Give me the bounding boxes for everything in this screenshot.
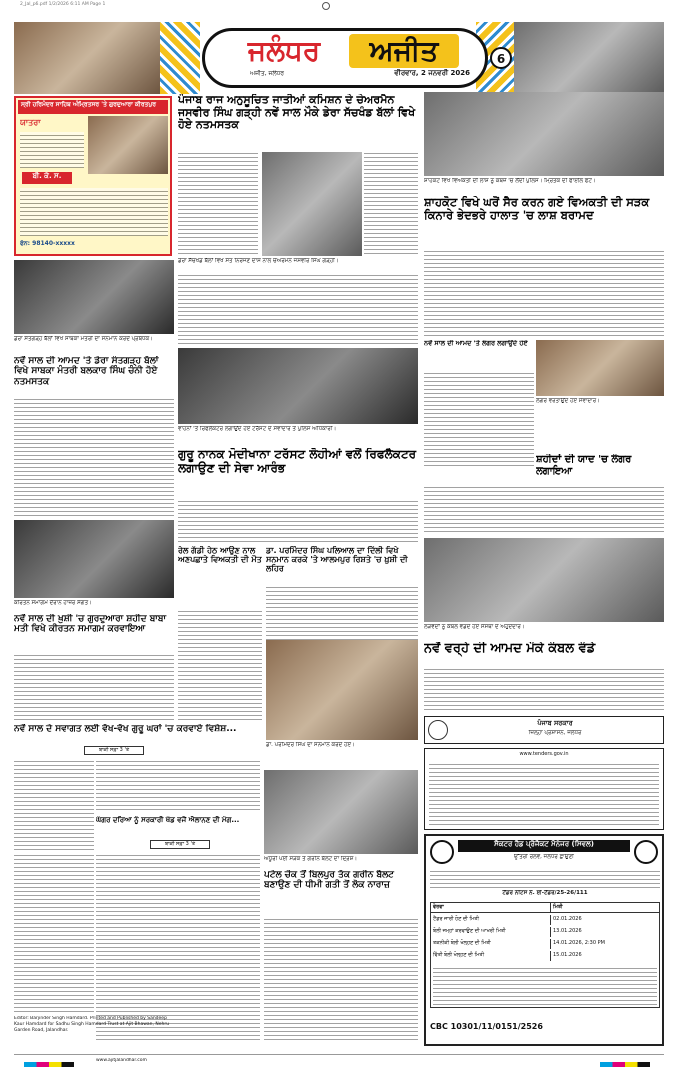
govt-notice-body (429, 761, 659, 825)
masthead-paper-name: ਅਜੀਤ (349, 34, 459, 68)
belt-photo-caption: ਅਧੂਰੀ ਪਈ ਸੜਕ ਤੇ ਗਰੀਨ ਬੈਲਟ ਦਾ ਦ੍ਰਿਸ਼। (264, 856, 418, 866)
govt-ad-title: ਪੰਜਾਬ ਸਰਕਾਰ (537, 719, 573, 727)
shaheedan-body (424, 370, 534, 468)
shaheedan-photo-caption: ਲੰਗਰ ਵਰਤਾਉਂਦੇ ਹੋਏ ਸੇਵਾਦਾਰ। (536, 398, 664, 408)
reflector-photo (178, 348, 418, 424)
tender-row-3-value: 14.01.2026, 2:30 PM (553, 940, 605, 946)
masthead-tagline: ਅਜੀਤ, ਜਲੰਧਰ (250, 70, 285, 77)
kirtan-headline: ਨਵੇਂ ਸਾਲ ਦੀ ਖ਼ੁਸ਼ੀ 'ਚ ਗੁਰਦੁਆਰਾ ਸ਼ਹੀਦ ਬਾਬਾ ਮਤੀ ਵਿਖੇ ਕੀਰਤਨ ਸਮਾਗਮ ਕਰਵਾਇਆ (14, 614, 167, 635)
travel-ad-title: ਸ੍ਰੀ ਹਰਿਮੰਦਰ ਸਾਹਿਬ ਅੰਮ੍ਰਿਤਸਰ 'ਤੇ ਗੁਰਦੁਆਰਾ ਕੀਰਤਪੁਰ (18, 100, 168, 114)
navan-saal-mukh-headline: ਨਵੇਂ ਸਾਲ ਦੀ ਆਮਦ 'ਤੇ ਡੇਰਾ ਸੰਤਗੜ੍ਹ ਬੱਲਾਂ ਵਿਖੇ ਸਾਬਕਾ ਮੰਤਰੀ ਬਲਕਾਰ ਸਿੰਘ ਚੰਨੀ ਹੋਏ ਨਤਮਸਤਕ (14, 356, 159, 387)
footer-rule (14, 1054, 664, 1055)
chanee-photo-caption: ਡੇਰਾ ਸੰਤਗੜ੍ਹ ਬੱਲਾਂ ਵਿਖੇ ਸਾਬਕਾ ਮੰਤਰੀ ਦਾ ਸਨਮਾਨ ਕਰਦੇ ਪ੍ਰਬੰਧਕ। (14, 336, 174, 354)
railway-emblem-icon-right (634, 840, 658, 864)
travel-ad-body (20, 132, 84, 168)
tender-notice-number: ਟੈਂਡਰ ਨੋਟਿਸ ਨੰ. ਈ-ਟੈਂਡਰ/25-26/111 (502, 890, 588, 896)
navan-saal-mukh-body (14, 396, 174, 516)
tender-row-4-value: 15.01.2026 (553, 952, 582, 958)
shahkot-headline: ਸ਼ਾਹਕੋਟ ਵਿਖੇ ਘਰੋਂ ਸੈਰ ਕਰਨ ਗਏ ਵਿਅਕਤੀ ਦੀ ਸੜਕ ਕਿਨਾਰੇ ਭੇਦਭਰੇ ਹਾਲਾਤ 'ਚ ਲਾਸ਼ ਬਰਾਮਦ (424, 196, 650, 223)
shaheedan-photo (536, 340, 664, 396)
ghaga-headline: ਘੱਗਰ ਦਰਿਆ ਨੂੰ ਸਰਕਾਰੀ ਖੱਡ ਵਜੋਂ ਐਲਾਨਣ ਦੀ ਮੰਗ... (96, 816, 240, 824)
tender-row-1-label: ਟੈਂਡਰ ਜਾਰੀ ਹੋਣ ਦੀ ਮਿਤੀ (431, 915, 551, 925)
rail-headline: ਰੇਲ ਗੱਡੀ ਹੇਠ ਆਉਣ ਨਾਲ ਅਣਪਛਾਤੇ ਵਿਅਕਤੀ ਦੀ ਮੌਤ (178, 546, 262, 565)
footer-imprint: Editor: Barjinder Singh Hamdard. Printed and Published by Sandeep Kaur Hamdard for Sadhu Singh Hamdard Trust at Ajit Bhawan, Nehru Garden Road, Jalandhar. (14, 1016, 170, 1034)
column-tag-2: ਬਾਕੀ ਸਫ਼ਾ 3 'ਤੇ (150, 840, 210, 849)
sanmaan-photo (266, 640, 418, 740)
masthead (14, 22, 664, 94)
tender-row-3-label: ਤਕਨੀਕੀ ਬੋਲੀ ਖੋਲ੍ਹਣ ਦੀ ਮਿਤੀ (431, 939, 551, 949)
color-bar-right (600, 1062, 650, 1067)
navan-saal-ghar-body (14, 758, 94, 850)
file-info-strip (0, 0, 677, 9)
shahkot-photo-caption: ਸ਼ਾਹਕੋਟ ਵਿਖੇ ਵਿਅਕਤੀ ਦੀ ਲਾਸ਼ ਨੂੰ ਕਬਜ਼ੇ 'ਚ ਲੈਂਦੀ ਪੁਲਿਸ। ਮ੍ਰਿਤਕ ਦੀ ਫਾਈਲ ਫੋਟੋ। (424, 178, 664, 194)
commission-body-3 (178, 272, 418, 344)
sanmaan-body (266, 584, 418, 640)
travel-ad-tag: ਯਾਤਰਾ (20, 118, 41, 127)
tender-subtitle: ਉੱਤਰੀ ਰੇਲਵੇ, ਜਲੰਧਰ ਛਾਉਣੀ (514, 854, 574, 860)
footer-site: www.ajitjalandhar.com (96, 1058, 147, 1063)
tender-code: CBC 10301/11/0151/2526 (430, 1022, 543, 1031)
file-info-text: 2_Jal_p6.pdf 1/2/2026 6:11 AM Page 1 (20, 2, 106, 7)
color-bar (24, 1062, 74, 1067)
masthead-date: ਵੀਰਵਾਰ, 2 ਜਨਵਰੀ 2026 (394, 69, 470, 77)
tender-table-head-1: ਵੇਰਵਾ (431, 903, 551, 913)
reflector-body (178, 498, 418, 542)
belt-photo (264, 770, 418, 854)
govt-ad-url: www.tenders.gov.in (519, 751, 569, 757)
commission-photo (262, 152, 362, 256)
belt-body (264, 916, 418, 1040)
kirtan-photo-caption: ਕੀਰਤਨ ਸਮਾਗਮ ਦੌਰਾਨ ਹਾਜ਼ਰ ਸੰਗਤ। (14, 600, 174, 610)
tender-row-2-value: 13.01.2026 (553, 928, 582, 934)
shaheedan-headline: ਸ਼ਹੀਦਾਂ ਦੀ ਯਾਦ 'ਚ ਲੰਗਰ ਲਗਾਇਆ (536, 454, 632, 477)
shahkot-photo (424, 92, 664, 176)
navan-saal-ghar-headline: ਨਵੇਂ ਸਾਲ ਦੇ ਸਵਾਗਤ ਲਈ ਵੱਖ-ਵੱਖ ਗੁਰੂ ਘਰਾਂ 'ਚ ਕਰਵਾਏ ਵਿਸ਼ੇਸ਼... (14, 724, 237, 734)
commission-photo-caption: ਡੇਰਾ ਸੱਚਖੰਡ ਬੱਲਾਂ ਵਿਖੇ ਸੰਤ ਨਿਰੰਜਣ ਦਾਸ ਨਾਲ ਚੇਅਰਮੈਨ ਜਸਵੀਰ ਸਿੰਘ ਗੜ੍ਹੀ। (178, 258, 418, 268)
tender-notice (424, 834, 664, 1046)
tender-row-1-value: 02.01.2026 (553, 916, 582, 922)
tender-table-head-2: ਮਿਤੀ (551, 903, 659, 913)
masthead-left-photo (14, 22, 160, 94)
navan-saal-ghar-body-2 (96, 758, 260, 812)
kambal-headline: ਨਵੇਂ ਵਰ੍ਹੇ ਦੀ ਆਮਦ ਮੌਕੇ ਕੰਬਲ ਵੰਡੇ (424, 642, 596, 656)
masthead-city: ਜਲੰਧਰ (247, 34, 321, 67)
govt-emblem-icon (428, 720, 448, 740)
railway-emblem-icon-left (430, 840, 454, 864)
govt-ad-sub: ਜ਼ਿਲ੍ਹਾ ਪ੍ਰਸ਼ਾਸਨ, ਜਲੰਧਰ (528, 730, 582, 736)
tender-table (430, 902, 660, 1008)
shaheedan-body-2 (424, 484, 664, 534)
travel-ad-details (20, 188, 168, 236)
masthead-right-photo (514, 22, 664, 94)
tender-table-extra (433, 965, 657, 1005)
registration-mark-icon (322, 2, 330, 10)
column-tag-1: ਬਾਕੀ ਸਫ਼ਾ 3 'ਤੇ (84, 746, 144, 755)
golden-temple-photo (88, 116, 168, 174)
navan-saal-ghar-body-3 (14, 852, 94, 1012)
kirtan-body (14, 652, 174, 720)
rail-body (178, 608, 262, 720)
page-number: 6 (490, 47, 512, 69)
shaheedan-kicker: ਨਵੇਂ ਸਾਲ ਦੀ ਆਮਦ 'ਤੇ ਲੰਗਰ ਲਗਾਉਂਦੇ ਹੋਏ (424, 340, 528, 347)
tender-row-4-label: ਵਿੱਤੀ ਬੋਲੀ ਖੋਲ੍ਹਣ ਦੀ ਮਿਤੀ (431, 951, 551, 961)
shahkot-body (424, 248, 664, 336)
ghaga-body (96, 852, 260, 1040)
tender-intro (430, 868, 660, 888)
masthead-pattern (160, 22, 200, 94)
kambal-photo-caption: ਲੋੜਵੰਦਾਂ ਨੂੰ ਕੰਬਲ ਵੰਡਦੇ ਹੋਏ ਸੰਸਥਾ ਦੇ ਅਹੁਦੇਦਾਰ। (424, 624, 664, 636)
chanee-photo (14, 260, 174, 334)
commission-body-2 (364, 150, 418, 256)
kambal-body (424, 666, 664, 710)
travel-ad-footer: ਫੋਨ: 98140-xxxxx (20, 240, 75, 247)
kambal-photo (424, 538, 664, 622)
reflector-photo-caption: ਵਾਹਨਾਂ 'ਤੇ ਰਿਫਲੈਕਟਰ ਲਗਾਉਂਦੇ ਹੋਏ ਟਰੱਸਟ ਦੇ ਸੇਵਾਦਾਰ ਤੇ ਪੁਲਿਸ ਅਧਿਕਾਰੀ। (178, 426, 418, 438)
travel-ad (14, 96, 172, 256)
sanmaan-headline: ਡਾ. ਪਰਮਿੰਦਰ ਸਿੰਘ ਪਲਿਆਲ ਦਾ ਦਿੱਲੀ ਵਿਖੇ ਸਨਮਾਨ ਕਰਕੇ 'ਤੇ ਆਲਮਪੁਰ ਰਿਸ਼ਤੇ 'ਚ ਖ਼ੁਸ਼ੀ ਦੀ ਲਹਿਰ (266, 546, 408, 574)
travel-ad-badge: ਬੀ. ਕੇ. ਸ. (22, 172, 72, 184)
govt-notice (424, 748, 664, 830)
belt-headline: ਪਟੇਲ ਚੌਕ ਤੋਂ ਬਿਲਪੁਰ ਤੱਕ ਗਰੀਨ ਬੈਲਟ ਬਣਾਉਣ ਦੀ ਧੀਮੀ ਗਤੀ ਤੋਂ ਲੋਕ ਨਾਰਾਜ਼ (264, 870, 394, 891)
tender-row-2-label: ਬੋਲੀ ਜਮ੍ਹਾਂ ਕਰਵਾਉਣ ਦੀ ਆਖਰੀ ਮਿਤੀ (431, 927, 551, 937)
tender-office: ਸੈਕਟਰ ਹੈਡ ਪ੍ਰੋਜੈਕਟ ਮੈਨੇਜਰ (ਸਿਵਲ) (458, 840, 630, 852)
reflector-headline: ਗੁਰੂ ਨਾਨਕ ਮੋਦੀਖਾਨਾ ਟਰੱਸਟ ਲੋਹੀਆਂ ਵਲੋਂ ਰਿਫਲੈਕਟਰ ਲਗਾਉਣ ਦੀ ਸੇਵਾ ਆਰੰਭ (178, 448, 417, 475)
commission-headline: ਪੰਜਾਬ ਰਾਜ ਅਨੁਸੂਚਿਤ ਜਾਤੀਆਂ ਕਮਿਸ਼ਨ ਦੇ ਚੇਅਰਮੈਨ ਜਸਵੀਰ ਸਿੰਘ ਗੜ੍ਹੀ ਨਵੇਂ ਸਾਲ ਮੌਕੇ ਡੇਰਾ ਸੱਚਖੰਡ ਬੱਲਾਂ ਵਿਖੇ ਹੋਏ ਨਤਮਸਤਕ (178, 94, 416, 132)
commission-body (178, 150, 258, 256)
kirtan-photo (14, 520, 174, 598)
govt-ad (424, 716, 664, 744)
sanmaan-photo-caption: ਡਾ. ਪਰਮਿੰਦਰ ਸਿੰਘ ਦਾ ਸਨਮਾਨ ਕਰਦੇ ਹੋਏ। (266, 742, 418, 752)
